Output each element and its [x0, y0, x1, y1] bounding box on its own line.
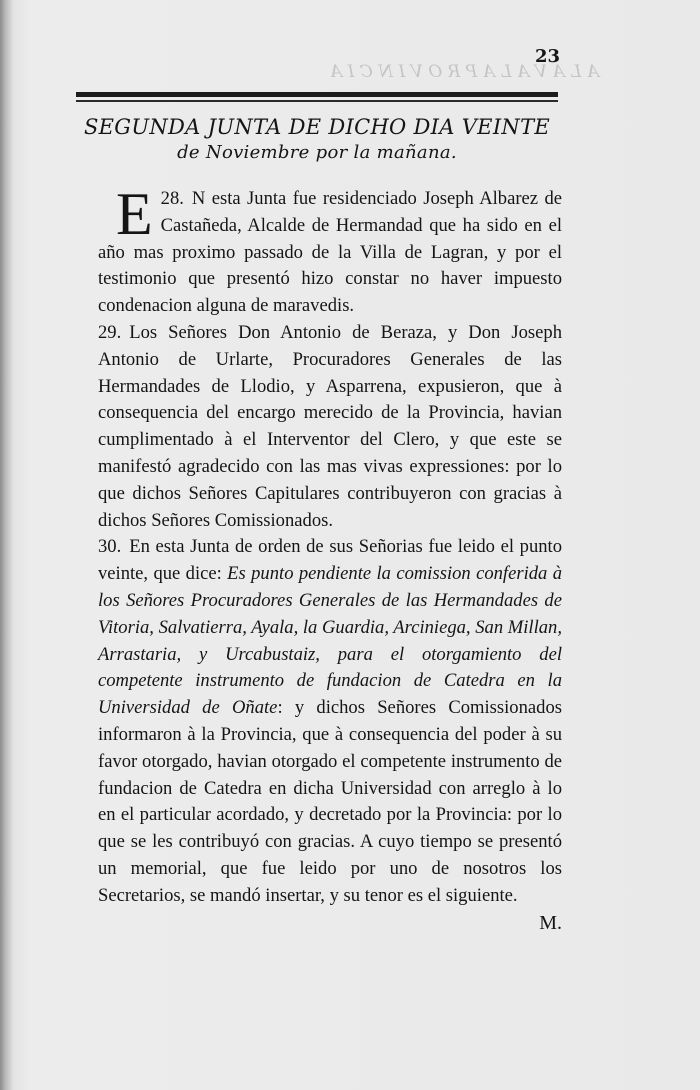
paragraph-number: 29.	[98, 321, 122, 343]
paragraph-29	[76, 320, 562, 534]
heading-line-2: de Noviembre por la mañana.	[177, 142, 457, 163]
page-number: 23	[534, 46, 560, 67]
paragraph-28	[76, 181, 562, 320]
heading-line-1: SEGUNDA JUNTA DE DICHO DIA VEINTE	[83, 115, 551, 139]
catchword: M.	[539, 912, 562, 934]
paragraph-text-italic: Es punto pendiente la comission conferida à los Señores Procuradores Generales de las Hermandades de Vitoria, Salvatierra, Ayala, la Guardia, Arciniega, San Millan, Arrastaria, y Urcabustaiz, para el otorgamiento del competente instrumento de fundacion de Catedra en la Universidad de Oñate	[98, 563, 562, 719]
paragraph-text: N esta Junta fue residenciado Joseph Albarez de Castañeda, Alcalde de Hermandad que ha sido en el año mas proximo passado de la Villa de Lagran, y por el testimonio que presentó hizo constar no haver impuesto condenacion alguna de maravedis.	[98, 188, 562, 317]
paragraph-text-before: En esta Junta de orden de sus Señorias fue leido el punto veinte, que dice:	[98, 536, 562, 585]
paragraph-text-after: : y dichos Señores Comissionados informaron à la Provincia, que à consequencia del poder à su favor otorgado, havian otorgado el competente instrumento de fundacion de Catedra en dicha Universidad con arreglo à lo en el particular acordado, y decretado por la Provincia: por lo que se les contribuyó con gracias. A cuyo tiempo se presentó un memorial, que fue leido por uno de nosotros los Secretarios, se mandó insertar, y su tenor es el siguiente.	[98, 697, 562, 906]
document-body	[76, 181, 562, 910]
paragraph-30	[76, 534, 562, 909]
paragraph-number: 30.	[98, 536, 122, 558]
header-rule-thick	[76, 92, 558, 97]
header-rule-thin	[76, 100, 558, 102]
bleed-through-ghost: A L A V A L A P R O V I N C I A	[330, 62, 600, 82]
paragraph-number: 28.	[160, 188, 184, 209]
section-heading	[76, 114, 558, 166]
paragraph-text: Los Señores Don Antonio de Beraza, y Don Joseph Antonio de Urlarte, Procuradores Generales de las Hermandades de Llodio, y Asparrena, expusieron, que à consequencia del encargo merecido de la Provincia, havian cumplimentado à el Interventor del Clero, y que este se manifestó agradecido con las mas vivas expressiones: por lo que dichos Señores Capitulares contribuyeron con gracias à dichos Señores Comissionados.	[98, 321, 562, 531]
drop-cap: E	[116, 181, 153, 247]
